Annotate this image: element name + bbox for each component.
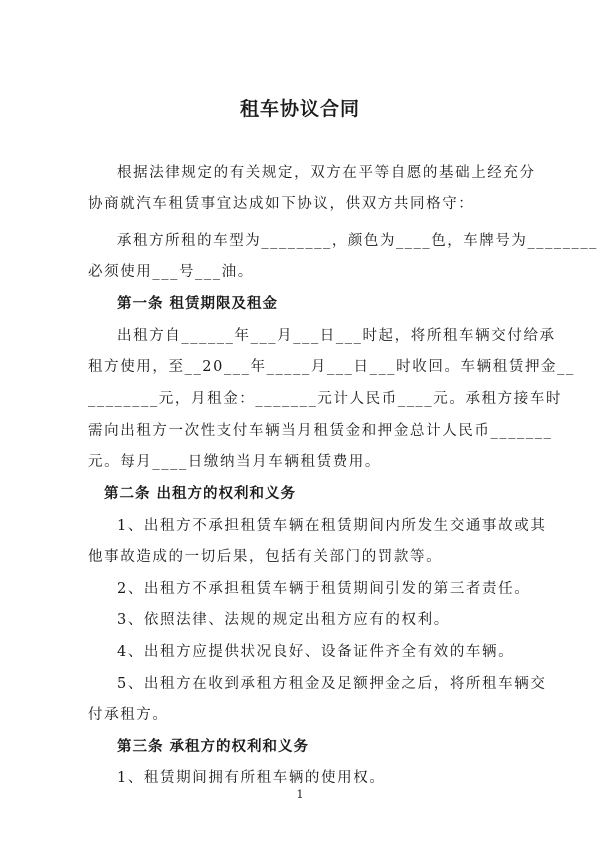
paragraph-line: 2、出租方不承担租赁车辆于租赁期间引发的第三者责任。 bbox=[117, 581, 531, 597]
paragraph-line: 协商就汽车租赁事宜达成如下协议，供双方共同格守： bbox=[88, 196, 475, 212]
paragraph-line: ________元，月租金：_______元计人民币____元。承租方接车时 bbox=[88, 391, 563, 407]
paragraph-line: 元。每月____日缴纳当月车辆租赁费用。 bbox=[88, 454, 381, 470]
paragraph-line: 付承租方。 bbox=[88, 707, 169, 723]
paragraph-line: 出租方自______年___月___日___时起，将所租车辆交付给承 bbox=[117, 328, 556, 344]
page-title: 租车协议合同 bbox=[239, 98, 360, 120]
paragraph-line: 根据法律规定的有关规定，双方在平等自愿的基础上经充分 bbox=[117, 165, 536, 181]
paragraph-line: 1、租赁期间拥有所租车辆的使用权。 bbox=[117, 770, 386, 786]
paragraph-line: 必须使用___号___油。 bbox=[88, 264, 254, 280]
paragraph-line: 他事故造成的一切后果，包括有关部门的罚款等。 bbox=[88, 549, 443, 565]
section-heading-3: 第三条 承租方的权利和义务 bbox=[117, 738, 310, 755]
paragraph-line: 3、依照法律、法规的规定出租方应有的权利。 bbox=[117, 612, 450, 628]
paragraph-line: 需向出租方一次性支付车辆当月租赁金和押金总计人民币_______ bbox=[88, 423, 553, 439]
page-number: 1 bbox=[296, 788, 304, 801]
section-heading-2: 第二条 出租方的权利和义务 bbox=[104, 485, 297, 502]
section-heading-1: 第一条 租赁期限及租金 bbox=[117, 295, 279, 312]
paragraph-line: 承租方所租的车型为________，颜色为____色，车牌号为________ bbox=[117, 233, 598, 249]
paragraph-line: 1、出租方不承担租赁车辆在租赁期间内所发生交通事故或其 bbox=[117, 518, 547, 534]
paragraph-line: 5、出租方在收到承租方租金及足额押金之后，将所租车辆交 bbox=[117, 676, 547, 692]
paragraph-line: 租方使用，至__20___年_____月___日___时收回。车辆租赁押金__ bbox=[88, 359, 575, 375]
paragraph-line: 4、出租方应提供状况良好、设备证件齐全有效的车辆。 bbox=[117, 644, 515, 660]
